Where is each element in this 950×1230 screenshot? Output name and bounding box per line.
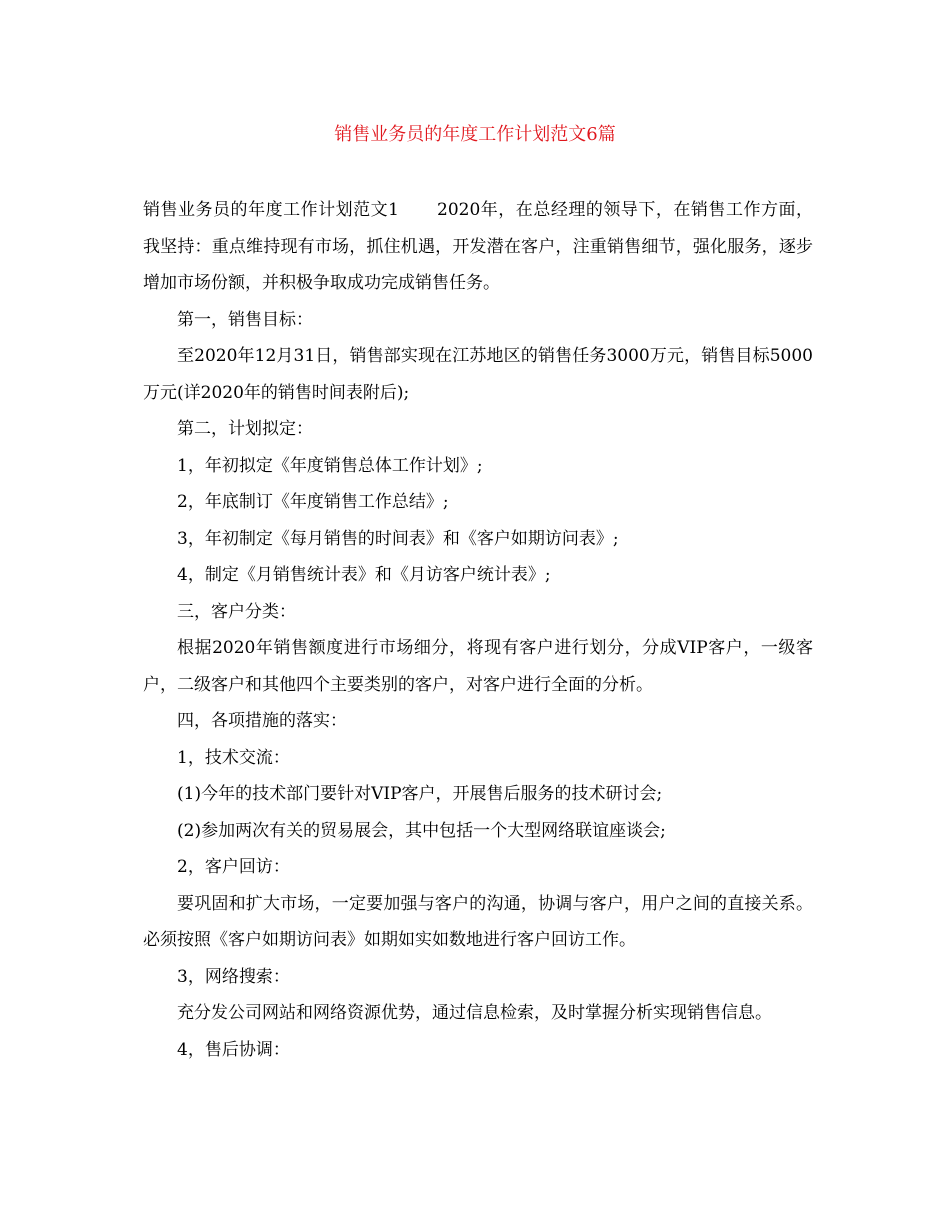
subheading-customer-visit: 2，客户回访：	[177, 857, 290, 877]
list-item-plan-3: 3，年初制定《每月销售的时间表》和《客户如期访问表》;	[177, 528, 619, 549]
subheading-after-sales: 4，售后协调：	[177, 1039, 290, 1060]
intro-text: 2020年，在总经理的领导下，在销售工作方面，我坚持：重点维持现有市场，抓住机遇，开发潜在客户，注重销售细节，强化服务，逐步增加市场份额，并积极争取成功完成销售任务。	[143, 200, 813, 293]
list-item-plan-1: 1，年初拟定《年度销售总体工作计划》;	[177, 455, 483, 476]
section-heading-plan: 第二，计划拟定：	[177, 419, 313, 439]
paragraph-customer-visit: 要巩固和扩大市场，一定要加强与客户的沟通，协调与客户，用户之间的直接关系。必须按照《客户如期访问表》如期如实如数地进行客户回访工作。	[143, 893, 813, 950]
intro-paragraph	[143, 192, 813, 302]
list-item-plan-2: 2，年底制订《年度销售工作总结》;	[177, 492, 449, 512]
paragraph-customer-class: 根据2020年销售额度进行市场细分，将现有客户进行划分，分成VIP客户，一级客户，二级客户和其他四个主要类别的客户，对客户进行全面的分析。	[143, 638, 813, 695]
list-item-plan-4: 4，制定《月销售统计表》和《月访客户统计表》;	[177, 565, 551, 585]
paragraph-sales-target: 至2020年12月31日，销售部实现在江苏地区的销售任务3000万元，销售目标5000万元(详2020年的销售时间表附后);	[143, 346, 813, 403]
section-heading-measures: 四，各项措施的落实：	[177, 711, 347, 731]
subheading-tech-exchange: 1，技术交流：	[177, 747, 290, 768]
intro-heading: 销售业务员的年度工作计划范文1	[143, 200, 399, 220]
paragraph-web-search: 充分发公司网站和网络资源优势，通过信息检索，及时掌握分析实现销售信息。	[177, 1003, 772, 1023]
section-heading-customer-class: 三，客户分类：	[177, 601, 296, 622]
section-heading-sales-target: 第一，销售目标：	[177, 309, 313, 330]
subheading-web-search: 3，网络搜索：	[177, 966, 290, 987]
document-body	[143, 192, 813, 1068]
list-item-tech-2: (2)参加两次有关的贸易展会，其中包括一个大型网络联谊座谈会;	[177, 820, 666, 841]
document-title: 销售业务员的年度工作计划范文6篇	[334, 124, 616, 145]
list-item-tech-1: (1)今年的技术部门要针对VIP客户，开展售后服务的技术研讨会;	[177, 784, 663, 804]
